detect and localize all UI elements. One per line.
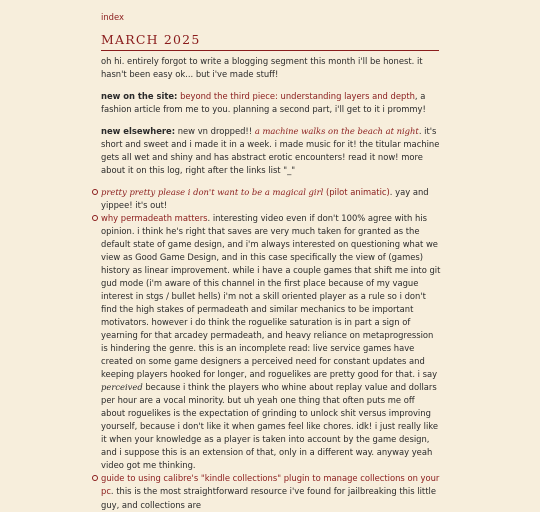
page-title: MARCH 2025 (101, 30, 439, 51)
bullet-icon (92, 215, 98, 221)
vn-link-title: a machine walks on the beach at night (254, 126, 419, 137)
new-on-site-label: new on the site: (101, 91, 178, 102)
list-item-text: . this is the most straightforward resource i've found for jailbreaking this little guy, and collections are (101, 486, 436, 510)
bullet-icon (92, 189, 98, 195)
list-item (101, 186, 441, 212)
new-elsewhere-pre: new vn dropped!! (175, 126, 255, 137)
top-nav (101, 11, 124, 24)
intro-paragraph: oh hi. entirely forgot to write a blogging segment this month i'll be honest. it hasn't been easy ok... but i've made stuff! (101, 56, 423, 80)
new-elsewhere-paragraph (101, 125, 441, 177)
index-link[interactable]: index (101, 12, 124, 22)
bullet-icon (92, 475, 98, 481)
list-item-text: . interesting video even if don't 100% agree with his opinion. i think he's right that saves are very much taken for granted as the default state of game design, and i'm always interested on questioning what we view as Good Game Design, and in this case specifically the view of (games) history as linear improvement. while i have a couple games that shift me into git gud mode (i'm aware of this channel in the first place because of my vague interest in stgs / bullet hells) i'm not a skill oriented player as a rule so i don't find the high stakes of permadeath and similar mechanics to be important motivators. however i do think the roguelike saturation is in part a sign of yearning for that arcadey permadeath, and heavy reliance on metaprogression is hindering the genre. this is an incomplete read: live service games have created on some game designers a perceived need for constant updates and keeping players hooked for longer, and roguelikes are pretty good for that. i say (101, 213, 441, 380)
links-list (101, 186, 441, 511)
list-item-text: . yay and yippee! it's out! (101, 187, 429, 211)
list-item-text-continued: because i think the players who whine about replay value and dollars per hour are a vocal minority. but uh yeah one thing that often puts me off about roguelikes is the expectation of grinding to unlock shit versus improving yourself, because i don't like it when games feel like chores. idk! i just really like it when your knowledge as a player is taken into account by the game design, and i suppose this is an extension of that, only in a different way. anyway yeah video got me thinking. (101, 382, 438, 471)
animatic-link[interactable] (101, 187, 390, 197)
emphasis-perceived: perceived (101, 382, 143, 393)
new-elsewhere-label: new elsewhere: (101, 126, 176, 137)
post-body (101, 55, 441, 512)
calibre-guide-link[interactable]: guide to using calibre's "kindle collections" plugin to manage collections on your pc (101, 473, 440, 497)
vn-link[interactable] (255, 126, 419, 136)
animatic-link-title: pretty pretty please i don't want to be a magical girl (101, 187, 324, 198)
list-item (101, 212, 441, 472)
new-on-site-text: , a fashion article from me to you. planning a second part, i'll get to it i prommy! (101, 91, 426, 115)
permadeath-video-link[interactable]: why permadeath matters (101, 213, 208, 224)
list-item (101, 472, 441, 511)
fashion-article-link[interactable]: beyond the third piece: understanding layers and depth (180, 91, 415, 102)
new-elsewhere-text: . it's short and sweet and i made it in a week. i made music for it! the titular machine gets all wet and shiny and has abstract erotic encounters! read it now! more about it on this log, right after the links list "_" (101, 126, 440, 176)
new-on-site-paragraph (101, 90, 441, 116)
animatic-link-suffix: (pilot animatic) (323, 187, 390, 198)
